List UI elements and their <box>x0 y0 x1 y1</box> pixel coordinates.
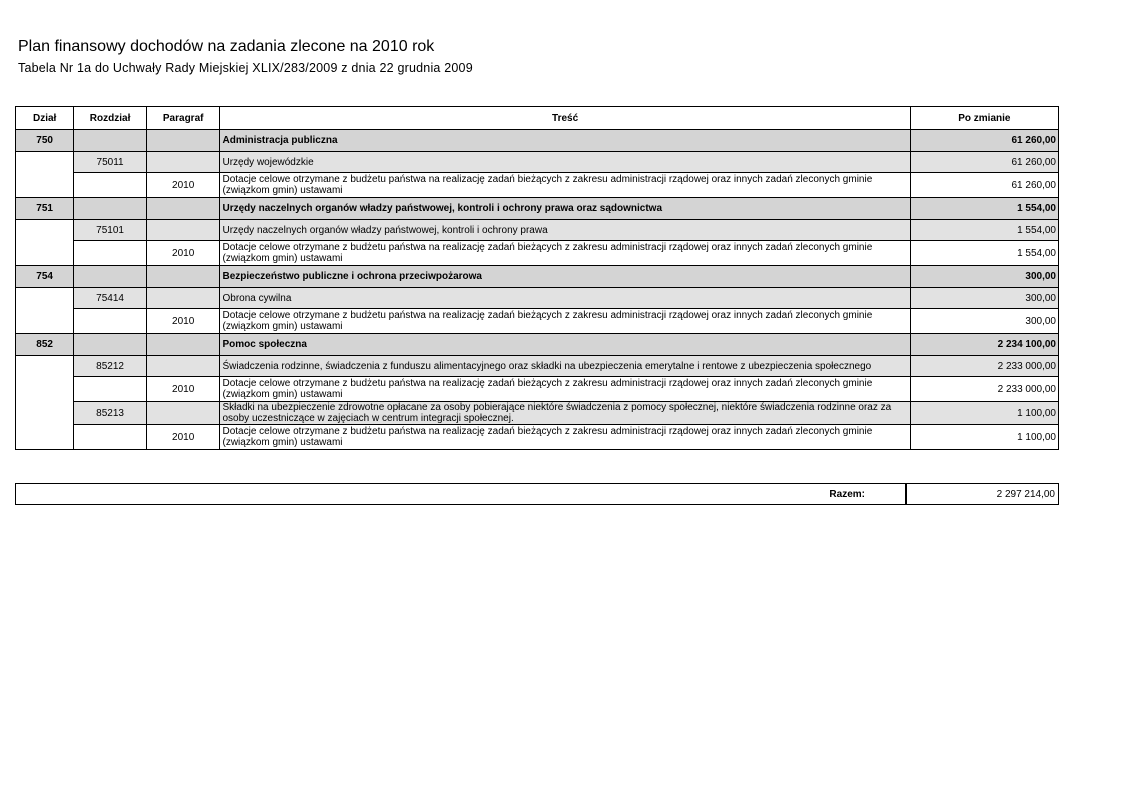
cell-rozdzial <box>74 173 147 198</box>
cell-rozdzial <box>74 130 147 152</box>
cell-paragraf <box>146 220 220 241</box>
cell-kwota: 61 260,00 <box>910 130 1058 152</box>
cell-tresc: Dotacje celowe otrzymane z budżetu państwa na realizację zadań bieżących z zakresu administracji rządowej oraz innych zadań zleconych gminie (związkom gmin) ustawami <box>220 425 910 450</box>
table-row-rozdzial <box>16 152 1059 173</box>
cell-kwota: 1 100,00 <box>910 402 1058 425</box>
cell-paragraf <box>146 266 220 288</box>
cell-paragraf <box>146 402 220 425</box>
cell-tresc: Urzędy naczelnych organów władzy państwowej, kontroli i ochrony prawa oraz sądownictwa <box>220 198 910 220</box>
cell-tresc: Obrona cywilna <box>220 288 910 309</box>
cell-dzial: 754 <box>16 266 74 288</box>
cell-tresc: Urzędy naczelnych organów władzy państwowej, kontroli i ochrony prawa <box>220 220 910 241</box>
total-table <box>15 483 1059 505</box>
table-row-rozdzial <box>16 356 1059 377</box>
total-label: Razem: <box>16 484 907 505</box>
cell-tresc: Dotacje celowe otrzymane z budżetu państwa na realizację zadań bieżących z zakresu administracji rządowej oraz innych zadań zleconych gminie (związkom gmin) ustawami <box>220 377 910 402</box>
cell-dzial-empty <box>16 356 74 450</box>
cell-rozdzial: 75101 <box>74 220 147 241</box>
cell-dzial: 751 <box>16 198 74 220</box>
cell-kwota: 2 233 000,00 <box>910 356 1058 377</box>
cell-dzial-empty <box>16 152 74 198</box>
table-row-rozdzial <box>16 402 1059 425</box>
cell-kwota: 1 554,00 <box>910 198 1058 220</box>
cell-paragraf: 2010 <box>146 173 220 198</box>
table-row-paragraf <box>16 173 1059 198</box>
table-row-dzial <box>16 198 1059 220</box>
cell-tresc: Bezpieczeństwo publiczne i ochrona przeciwpożarowa <box>220 266 910 288</box>
page-title: Plan finansowy dochodów na zadania zlecone na 2010 rok <box>18 38 435 55</box>
cell-rozdzial: 85213 <box>74 402 147 425</box>
cell-rozdzial <box>74 309 147 334</box>
cell-tresc: Dotacje celowe otrzymane z budżetu państwa na realizację zadań bieżących z zakresu administracji rządowej oraz innych zadań zleconych gminie (związkom gmin) ustawami <box>220 241 910 266</box>
cell-tresc: Administracja publiczna <box>220 130 910 152</box>
cell-paragraf: 2010 <box>146 309 220 334</box>
header-dzial: Dział <box>16 107 74 130</box>
cell-rozdzial <box>74 241 147 266</box>
table-row-rozdzial <box>16 220 1059 241</box>
cell-kwota: 300,00 <box>910 288 1058 309</box>
cell-tresc: Świadczenia rodzinne, świadczenia z funduszu alimentacyjnego oraz składki na ubezpieczenia emerytalne i rentowe z ubezpieczenia społecznego <box>220 356 910 377</box>
cell-rozdzial <box>74 198 147 220</box>
table-row-paragraf <box>16 425 1059 450</box>
table-row-rozdzial <box>16 288 1059 309</box>
header-tresc: Treść <box>220 107 910 130</box>
total-value: 2 297 214,00 <box>906 484 1059 505</box>
cell-tresc: Dotacje celowe otrzymane z budżetu państwa na realizację zadań bieżących z zakresu administracji rządowej oraz innych zadań zleconych gminie (związkom gmin) ustawami <box>220 309 910 334</box>
table-header-row <box>16 107 1059 130</box>
cell-dzial: 750 <box>16 130 74 152</box>
table-row-paragraf <box>16 309 1059 334</box>
cell-kwota: 300,00 <box>910 309 1058 334</box>
cell-tresc: Pomoc społeczna <box>220 334 910 356</box>
cell-dzial-empty <box>16 288 74 334</box>
cell-rozdzial <box>74 377 147 402</box>
cell-kwota: 300,00 <box>910 266 1058 288</box>
table-body <box>16 130 1059 450</box>
cell-paragraf <box>146 356 220 377</box>
cell-tresc: Dotacje celowe otrzymane z budżetu państwa na realizację zadań bieżących z zakresu administracji rządowej oraz innych zadań zleconych gminie (związkom gmin) ustawami <box>220 173 910 198</box>
cell-rozdzial <box>74 425 147 450</box>
table-row-dzial <box>16 334 1059 356</box>
cell-paragraf: 2010 <box>146 425 220 450</box>
cell-rozdzial <box>74 266 147 288</box>
cell-kwota: 2 234 100,00 <box>910 334 1058 356</box>
header-paragraf: Paragraf <box>146 107 220 130</box>
header-rozdzial: Rozdział <box>74 107 147 130</box>
cell-rozdzial: 85212 <box>74 356 147 377</box>
cell-kwota: 1 554,00 <box>910 241 1058 266</box>
total-row <box>16 484 1059 505</box>
budget-table <box>15 106 1059 450</box>
cell-tresc: Składki na ubezpieczenie zdrowotne opłacane za osoby pobierające niektóre świadczenia z pomocy społecznej, niektóre świadczenia rodzinne oraz za osoby uczestniczące w zajęciach w centrum integracji społecznej. <box>220 402 910 425</box>
cell-paragraf <box>146 130 220 152</box>
header-po-zmianie: Po zmianie <box>910 107 1058 130</box>
cell-kwota: 61 260,00 <box>910 152 1058 173</box>
cell-dzial-empty <box>16 220 74 266</box>
cell-paragraf: 2010 <box>146 377 220 402</box>
page-subtitle: Tabela Nr 1a do Uchwały Rady Miejskiej XLIX/283/2009 z dnia 22 grudnia 2009 <box>18 61 473 75</box>
cell-rozdzial: 75414 <box>74 288 147 309</box>
table-row-paragraf <box>16 377 1059 402</box>
cell-paragraf: 2010 <box>146 241 220 266</box>
cell-paragraf <box>146 152 220 173</box>
cell-rozdzial: 75011 <box>74 152 147 173</box>
cell-paragraf <box>146 334 220 356</box>
cell-rozdzial <box>74 334 147 356</box>
cell-dzial: 852 <box>16 334 74 356</box>
cell-kwota: 1 100,00 <box>910 425 1058 450</box>
cell-kwota: 61 260,00 <box>910 173 1058 198</box>
cell-paragraf <box>146 288 220 309</box>
table-row-paragraf <box>16 241 1059 266</box>
table-row-dzial <box>16 130 1059 152</box>
cell-tresc: Urzędy wojewódzkie <box>220 152 910 173</box>
cell-paragraf <box>146 198 220 220</box>
cell-kwota: 1 554,00 <box>910 220 1058 241</box>
cell-kwota: 2 233 000,00 <box>910 377 1058 402</box>
table-row-dzial <box>16 266 1059 288</box>
